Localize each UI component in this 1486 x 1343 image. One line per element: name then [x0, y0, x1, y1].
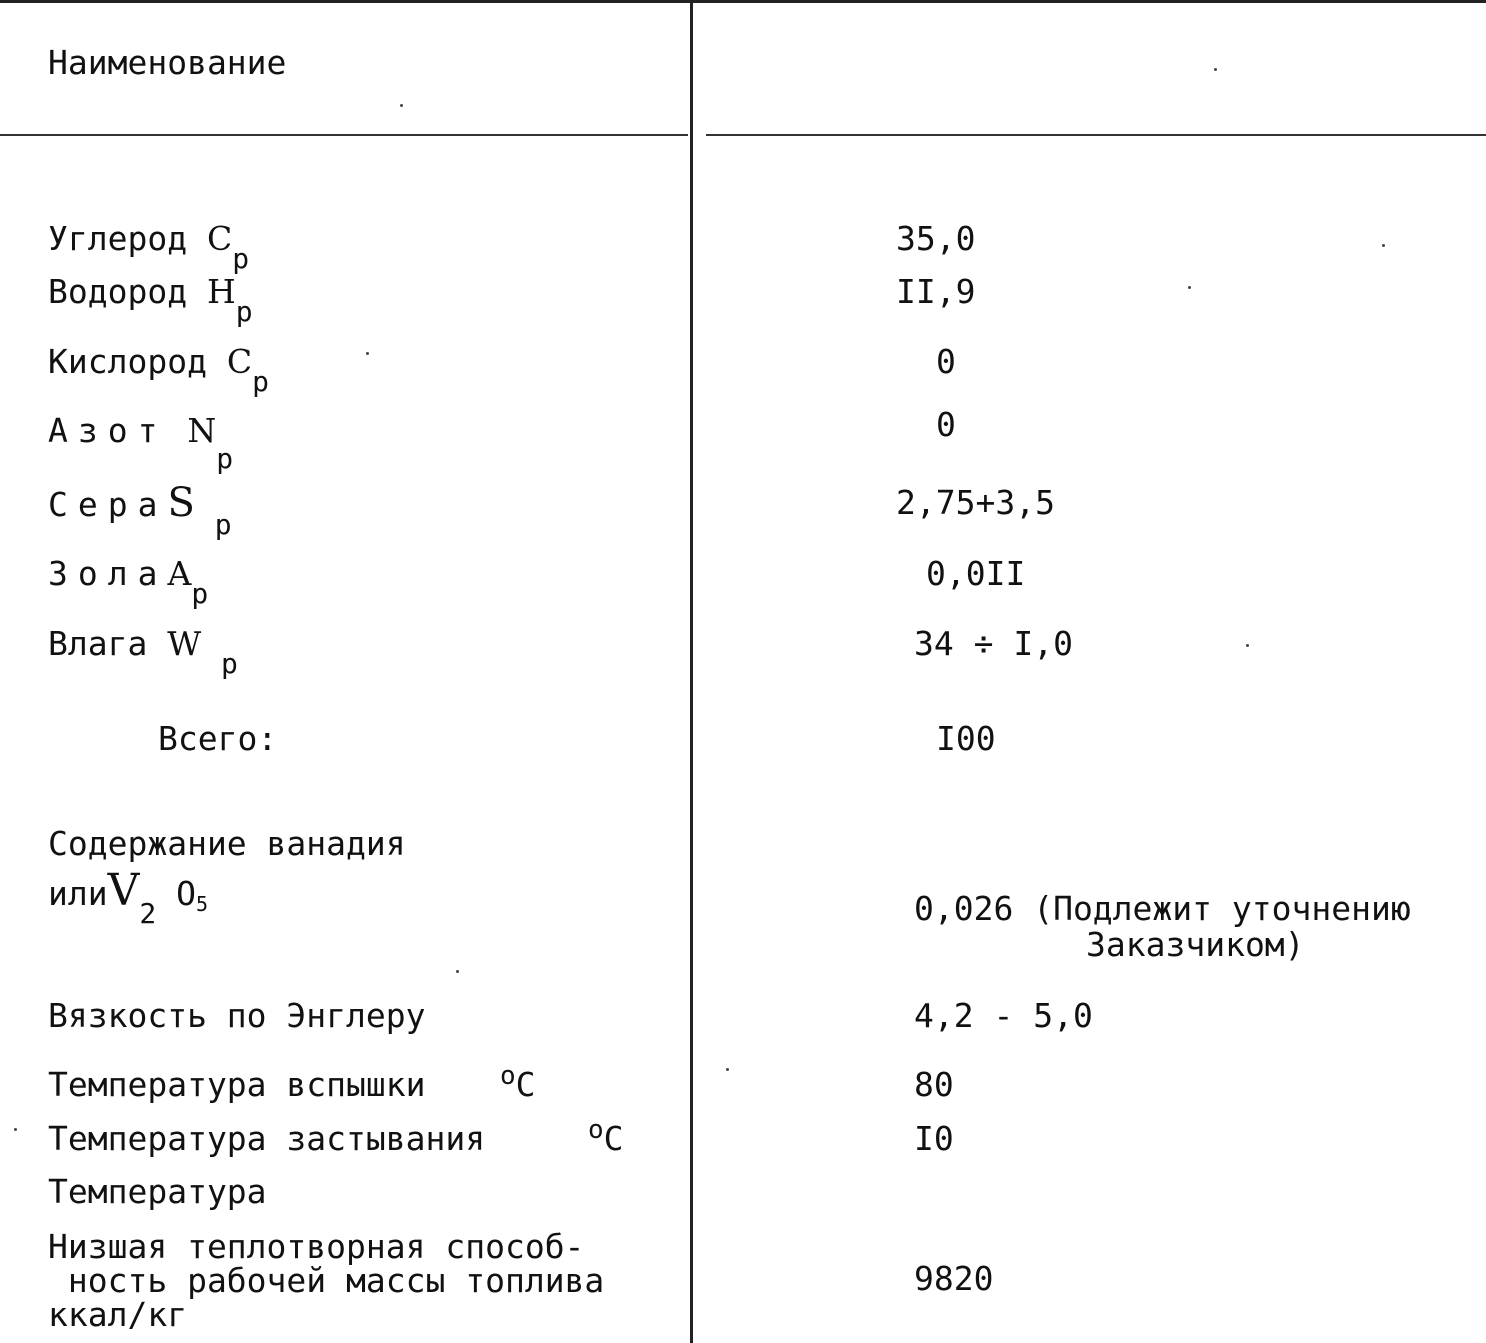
calorific-label-line1: Низшая теплотворная способ- [48, 1227, 585, 1266]
total-label: Всего: [158, 719, 278, 758]
vanadium-value-line2: Заказчиком) [1086, 925, 1305, 964]
scan-speck [1214, 68, 1217, 71]
total-value: I00 [936, 719, 996, 758]
calorific-label-line3: ккал/кг [48, 1295, 188, 1334]
scan-speck [400, 104, 403, 107]
row-hydrogen-value: II,9 [896, 272, 976, 311]
row-oxygen-label: Кислород $C_p$ [48, 342, 269, 398]
row-ash-value: 0,0II [926, 554, 1026, 593]
calorific-label-line2: ность рабочей массы топлива [48, 1261, 605, 1300]
viscosity-label: Вязкость по Энглеру [48, 996, 426, 1035]
pour-point-unit: $^o$C [588, 1115, 624, 1158]
row-oxygen-value: 0 [936, 342, 956, 381]
scan-speck [456, 970, 459, 973]
row-nitrogen-label: Азот $N_p$ [48, 411, 234, 475]
pour-point-value: I0 [914, 1119, 954, 1158]
scan-speck [366, 352, 369, 355]
header-rule-left [0, 134, 688, 136]
row-sulfur-label: СераS $_p$ [48, 480, 232, 541]
vanadium-label-line1: Содержание ванадия [48, 824, 406, 863]
calorific-value: 9820 [914, 1259, 994, 1298]
top-rule [0, 0, 1486, 3]
scan-speck [1246, 644, 1249, 647]
vanadium-label-line2: илиV$_2$ O5 [48, 865, 209, 930]
temperature-label: Температура [48, 1172, 267, 1211]
column-header-name: Наименование [48, 43, 287, 82]
viscosity-value: 4,2 - 5,0 [914, 996, 1093, 1035]
row-nitrogen-value: 0 [936, 405, 956, 444]
row-carbon-value: 35,0 [896, 219, 976, 258]
row-ash-label: ЗолаA$_p$ [48, 554, 209, 610]
flash-point-value: 80 [914, 1065, 954, 1104]
row-sulfur-value: 2,75+3,5 [896, 483, 1055, 522]
vanadium-value: 0,026 (Подлежит уточнению [914, 889, 1411, 928]
column-divider [690, 0, 693, 1343]
row-carbon-label: Углерод $C_p$ [48, 219, 250, 275]
scan-speck [1382, 244, 1385, 247]
row-hydrogen-label: Водород $H_p$ [48, 272, 253, 328]
row-moisture-value: 34 ÷ I,0 [914, 624, 1073, 663]
scan-speck [14, 1128, 17, 1131]
flash-point-unit: $^o$C [500, 1061, 536, 1104]
header-rule-right [706, 134, 1486, 136]
flash-point-label: Температура вспышки [48, 1065, 426, 1104]
row-moisture-label: Влага W $_p$ [48, 624, 238, 680]
pour-point-label: Температура застывания [48, 1119, 486, 1158]
scan-speck [726, 1068, 729, 1071]
scan-speck [1188, 286, 1191, 289]
